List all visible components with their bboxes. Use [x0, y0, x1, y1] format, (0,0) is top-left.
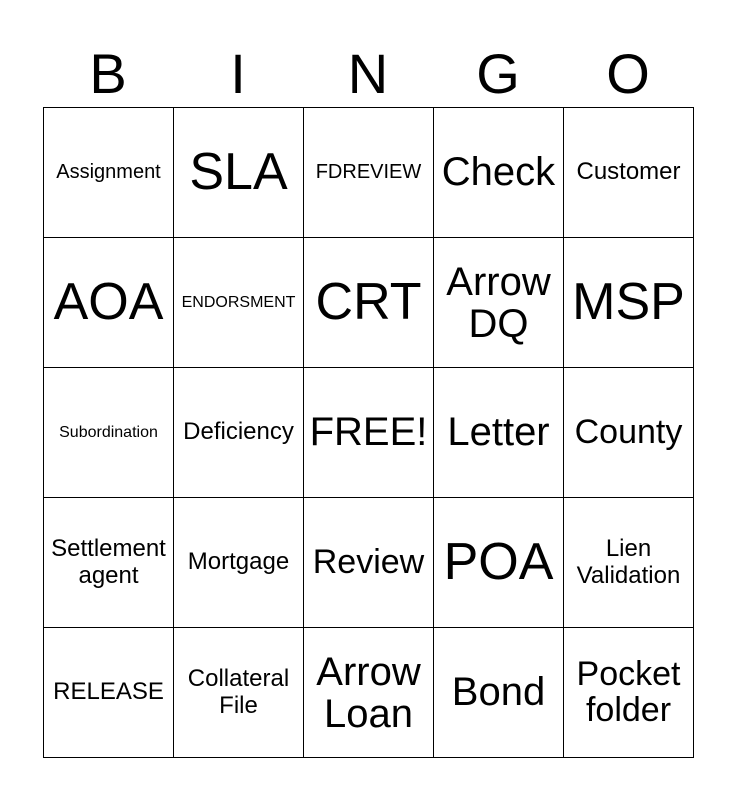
bingo-cell[interactable]	[434, 238, 564, 368]
cell-label: ENDORSMENT	[181, 293, 296, 311]
cell-label: Arrow DQ	[446, 259, 551, 346]
cell-label: Review	[312, 543, 425, 582]
bingo-cell[interactable]	[434, 628, 564, 758]
bingo-cell[interactable]	[44, 498, 174, 628]
bingo-cell[interactable]	[304, 498, 434, 628]
header-letter-i: I	[230, 42, 246, 105]
header-letter-b: B	[89, 42, 127, 105]
bingo-cell[interactable]	[44, 628, 174, 758]
bingo-grid	[43, 107, 694, 758]
cell-label: Assignment	[56, 161, 161, 184]
bingo-cell[interactable]	[434, 368, 564, 498]
cell-label: Arrow Loan	[316, 649, 421, 736]
bingo-header	[43, 42, 693, 106]
cell-label: Mortgage	[187, 548, 290, 576]
cell-label: RELEASE	[53, 678, 164, 706]
cell-label: County	[574, 413, 683, 452]
cell-label: Subordination	[59, 423, 158, 441]
cell-label: Collateral File	[187, 664, 290, 719]
bingo-cell[interactable]	[174, 238, 304, 368]
cell-label: Customer	[576, 158, 681, 186]
bingo-cell[interactable]	[304, 108, 434, 238]
bingo-cell[interactable]	[174, 628, 304, 758]
bingo-cell[interactable]	[304, 238, 434, 368]
cell-label: Bond	[451, 670, 546, 715]
bingo-cell[interactable]	[304, 628, 434, 758]
bingo-cell[interactable]	[44, 368, 174, 498]
bingo-cell[interactable]	[564, 498, 694, 628]
cell-label: Letter	[447, 410, 550, 455]
cell-label: SLA	[189, 143, 288, 202]
bingo-cell[interactable]	[44, 108, 174, 238]
cell-label: FREE!	[309, 410, 428, 455]
cell-label: Lien Validation	[576, 534, 681, 589]
cell-label: Deficiency	[183, 418, 294, 446]
bingo-cell[interactable]	[434, 498, 564, 628]
bingo-cell[interactable]	[564, 108, 694, 238]
bingo-cell[interactable]	[564, 628, 694, 758]
cell-label: AOA	[53, 273, 164, 332]
cell-label: MSP	[572, 273, 685, 332]
cell-label: Check	[441, 150, 556, 195]
header-letter-o: O	[606, 42, 650, 105]
cell-label: Pocket folder	[576, 654, 681, 729]
cell-label: Settlement agent	[51, 534, 166, 589]
cell-label: POA	[443, 533, 554, 592]
header-letter-g: G	[476, 42, 520, 105]
header-letter-n: N	[347, 42, 389, 105]
bingo-cell[interactable]	[564, 238, 694, 368]
free-space-cell[interactable]	[304, 368, 434, 498]
cell-label: CRT	[315, 273, 422, 332]
bingo-cell[interactable]	[174, 368, 304, 498]
bingo-cell[interactable]	[434, 108, 564, 238]
bingo-cell[interactable]	[564, 368, 694, 498]
bingo-cell[interactable]	[44, 238, 174, 368]
bingo-cell[interactable]	[174, 498, 304, 628]
bingo-cell[interactable]	[174, 108, 304, 238]
cell-label: FDREVIEW	[315, 161, 422, 184]
